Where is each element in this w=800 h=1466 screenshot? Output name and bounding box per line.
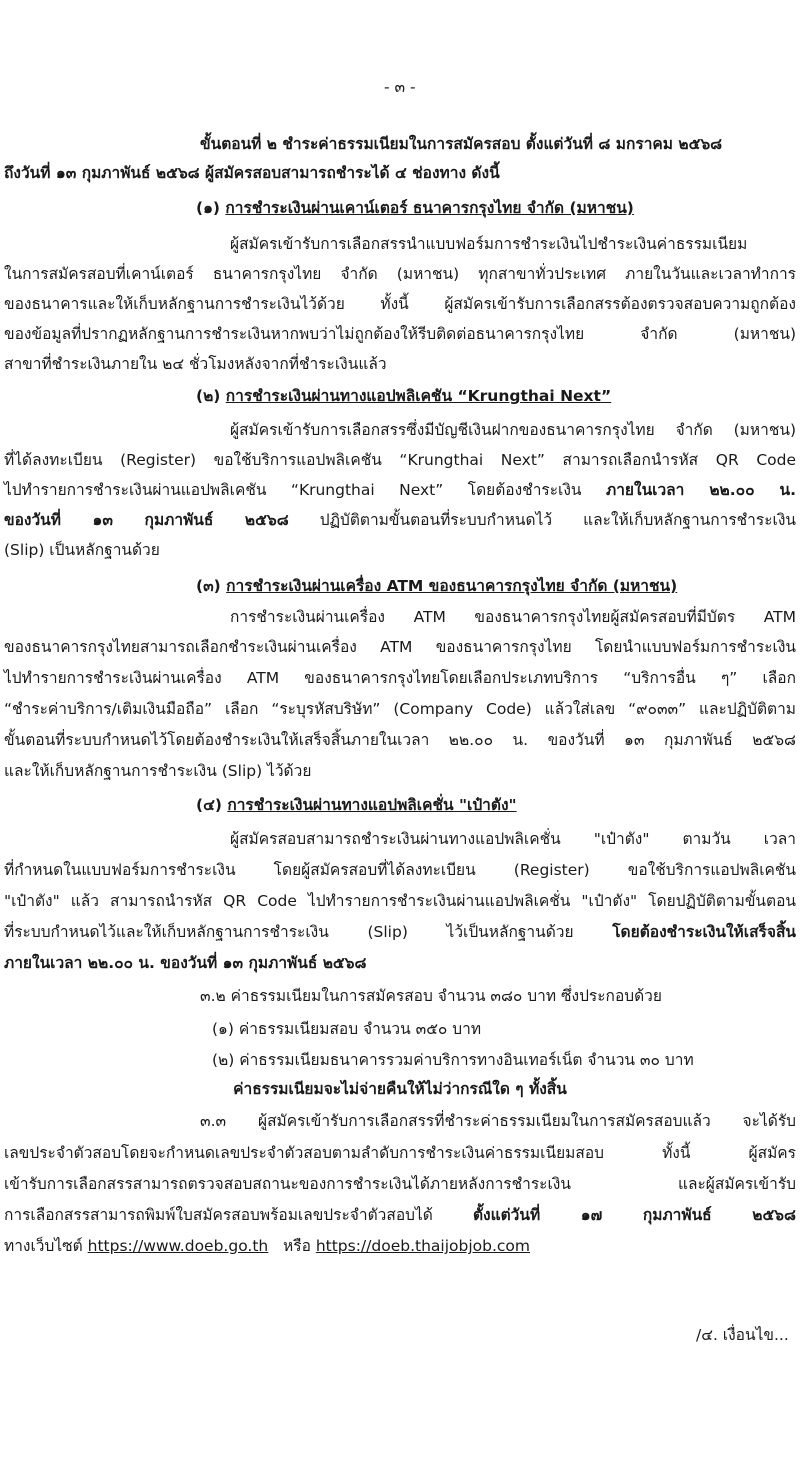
channel2-title: การชำระเงินผ่านทางแอปพลิเคชัน “Krungthai Next” — [225, 387, 612, 405]
section-3-3-line1: ๓.๓ ผู้สมัครเข้ารับการเลือกสรรที่ชำระค่าธรรมเนียมในการสมัครสอบแล้ว จะได้รับ — [200, 1112, 796, 1130]
continued-footer: /๔. เงื่อนไข... — [696, 1326, 789, 1344]
channel1-line3: ของธนาคารและให้เก็บหลักฐานการชำระเงินไว้ด้วย ทั้งนี้ ผู้สมัครเข้ารับการเลือกสรรต้องตรวจสอบความถูกต้อง — [4, 295, 796, 313]
fee-intro: ๓.๒ ค่าธรรมเนียมในการสมัครสอบ จำนวน ๓๘๐ บาท ซึ่งประกอบด้วย — [200, 987, 662, 1005]
or-text: หรือ — [268, 1237, 316, 1255]
channel4-number: (๔) — [196, 796, 222, 814]
channel4-deadline-note: โดยต้องชำระเงินให้เสร็จสิ้น — [612, 923, 796, 941]
channel2-line1: ผู้สมัครเข้ารับการเลือกสรรซึ่งมีบัญชีเงินฝากของธนาคารกรุงไทย จำกัด (มหาชน) — [230, 421, 796, 439]
channel2-line4 — [4, 509, 796, 531]
channel2-line3-text: ไปทำรายการชำระเงินผ่านแอปพลิเคชัน “Krungthai Next” โดยต้องชำระเงิน — [4, 481, 582, 499]
channel1-heading — [196, 197, 634, 219]
channel3-line4: “ชำระค่าบริการ/เติมเงินมือถือ” เลือก “ระบุรหัสบริษัท” (Company Code) แล้วใส่เลข “๙๐๓๓” และปฏิบัติตาม — [4, 700, 796, 718]
channel2-line4-text: ปฏิบัติตามขั้นตอนที่ระบบกำหนดไว้ และให้เก็บหลักฐานการชำระเงิน — [288, 511, 796, 529]
channel3-line3: ไปทำรายการชำระเงินผ่านเครื่อง ATM ของธนาคารกรุงไทยโดยเลือกประเภทบริการ “บริการอื่น ๆ” เลือก — [4, 669, 796, 687]
step2-heading-line1: ขั้นตอนที่ ๒ ชำระค่าธรรมเนียมในการสมัครสอบ ตั้งแต่วันที่ ๘ มกราคม ๒๕๖๘ — [200, 135, 723, 153]
page-number: - ๓ - — [384, 78, 416, 96]
step2-heading-line2: ถึงวันที่ ๑๓ กุมภาพันธ์ ๒๕๖๘ ผู้สมัครสอบสามารถชำระได้ ๔ ช่องทาง ดังนี้ — [4, 164, 500, 182]
channel4-heading — [196, 794, 517, 816]
print-start-date: ตั้งแต่วันที่ ๑๗ กุมภาพันธ์ ๒๕๖๘ — [472, 1206, 796, 1224]
channel2-deadline-time: ภายในเวลา ๒๒.๐๐ น. — [606, 481, 796, 499]
channel1-title: การชำระเงินผ่านเคาน์เตอร์ ธนาคารกรุงไทย จำกัด (มหาชน) — [225, 199, 634, 217]
channel2-line3 — [4, 479, 796, 501]
fee-item-2: (๒) ค่าธรรมเนียมธนาคารรวมค่าบริการทางอินเทอร์เน็ต จำนวน ๓๐ บาท — [212, 1051, 694, 1069]
channel3-title: การชำระเงินผ่านเครื่อง ATM ของธนาคารกรุงไทย จำกัด (มหาชน) — [226, 577, 678, 595]
channel1-line2: ในการสมัครสอบที่เคาน์เตอร์ ธนาคารกรุงไทย จำกัด (มหาชน) ทุกสาขาทั่วประเทศ ภายในวันและเวลาทำการ — [4, 265, 796, 283]
section-3-3-line4 — [4, 1204, 796, 1226]
channel1-line5: สาขาที่ชำระเงินภายใน ๒๔ ชั่วโมงหลังจากที่ชำระเงินแล้ว — [4, 355, 387, 373]
channel4-line2: ที่กำหนดในแบบฟอร์มการชำระเงิน โดยผู้สมัครสอบที่ได้ลงทะเบียน (Register) ขอใช้บริการแอปพลิเคชัน — [4, 861, 796, 879]
channel1-line1: ผู้สมัครเข้ารับการเลือกสรรนำแบบฟอร์มการชำระเงินไปชำระเงินค่าธรรมเนียม — [230, 235, 748, 253]
fee-item-1: (๑) ค่าธรรมเนียมสอบ จำนวน ๓๕๐ บาท — [212, 1020, 482, 1038]
channel2-deadline-date: ของวันที่ ๑๓ กุมภาพันธ์ ๒๕๖๘ — [4, 511, 289, 529]
channel4-line3: "เป๋าตัง" แล้ว สามารถนำรหัส QR Code ไปทำรายการชำระเงินผ่านแอปพลิเคชั่น "เป๋าตัง" โดยปฏิบัติตามขั้นตอน — [4, 892, 796, 910]
doeb-website-link[interactable]: https://www.doeb.go.th — [87, 1237, 269, 1255]
thaijobjob-website-link[interactable]: https://doeb.thaijobjob.com — [315, 1237, 530, 1255]
section-3-3-line2: เลขประจำตัวสอบโดยจะกำหนดเลขประจำตัวสอบตามลำดับการชำระเงินค่าธรรมเนียมสอบ ทั้งนี้ ผู้สมัคร — [4, 1144, 796, 1162]
channel4-line5: ภายในเวลา ๒๒.๐๐ น. ของวันที่ ๑๓ กุมภาพันธ์ ๒๕๖๘ — [4, 954, 367, 972]
channel4-title: การชำระเงินผ่านทางแอปพลิเคชั่น "เป๋าตัง" — [227, 796, 517, 814]
channel3-line1: การชำระเงินผ่านเครื่อง ATM ของธนาคารกรุงไทยผู้สมัครสอบที่มีบัตร ATM — [230, 608, 796, 626]
section-3-3-line5 — [4, 1235, 530, 1257]
channel2-number: (๒) — [196, 387, 221, 405]
website-label: ทางเว็บไซต์ — [4, 1237, 88, 1255]
channel3-line6: และให้เก็บหลักฐานการชำระเงิน (Slip) ไว้ด้วย — [4, 762, 312, 780]
channel2-line5: (Slip) เป็นหลักฐานด้วย — [4, 541, 160, 559]
channel3-line2: ของธนาคารกรุงไทยสามารถเลือกชำระเงินผ่านเครื่อง ATM ของธนาคารกรุงไทย โดยนำแบบฟอร์มการชำระเงิน — [4, 638, 796, 656]
channel1-number: (๑) — [196, 199, 221, 217]
fee-no-refund: ค่าธรรมเนียมจะไม่จ่ายคืนให้ไม่ว่ากรณีใด ๆ ทั้งสิ้น — [233, 1080, 567, 1098]
channel2-heading — [196, 385, 611, 407]
channel4-line4 — [4, 921, 796, 943]
channel3-line5: ขั้นตอนที่ระบบกำหนดไว้โดยต้องชำระเงินให้เสร็จสิ้นภายในเวลา ๒๒.๐๐ น. ของวันที่ ๑๓ กุมภาพันธ์ ๒๕๖๘ — [4, 731, 796, 749]
channel1-line4: ของข้อมูลที่ปรากฏหลักฐานการชำระเงินหากพบว่าไม่ถูกต้องให้รีบติดต่อธนาคารกรุงไทย จำกัด (มหาชน) — [4, 325, 796, 343]
channel3-number: (๓) — [196, 577, 221, 595]
channel3-heading — [196, 575, 677, 597]
channel4-line4-text: ที่ระบบกำหนดไว้และให้เก็บหลักฐานการชำระเงิน (Slip) ไว้เป็นหลักฐานด้วย — [4, 923, 613, 941]
channel4-line1: ผู้สมัครสอบสามารถชำระเงินผ่านทางแอปพลิเคชั่น "เป๋าตัง" ตามวัน เวลา — [230, 830, 796, 848]
section-3-3-line4-text: การเลือกสรรสามารถพิมพ์ใบสมัครสอบพร้อมเลขประจำตัวสอบได้ — [4, 1206, 473, 1224]
section-3-3-line3: เข้ารับการเลือกสรรสามารถตรวจสอบสถานะของการชำระเงินได้ภายหลังการชำระเงิน และผู้สมัครเข้ารับ — [4, 1175, 796, 1193]
channel2-line2: ที่ได้ลงทะเบียน (Register) ขอใช้บริการแอปพลิเคชัน “Krungthai Next” สามารถเลือกนำรหัส QR Code — [4, 451, 796, 469]
